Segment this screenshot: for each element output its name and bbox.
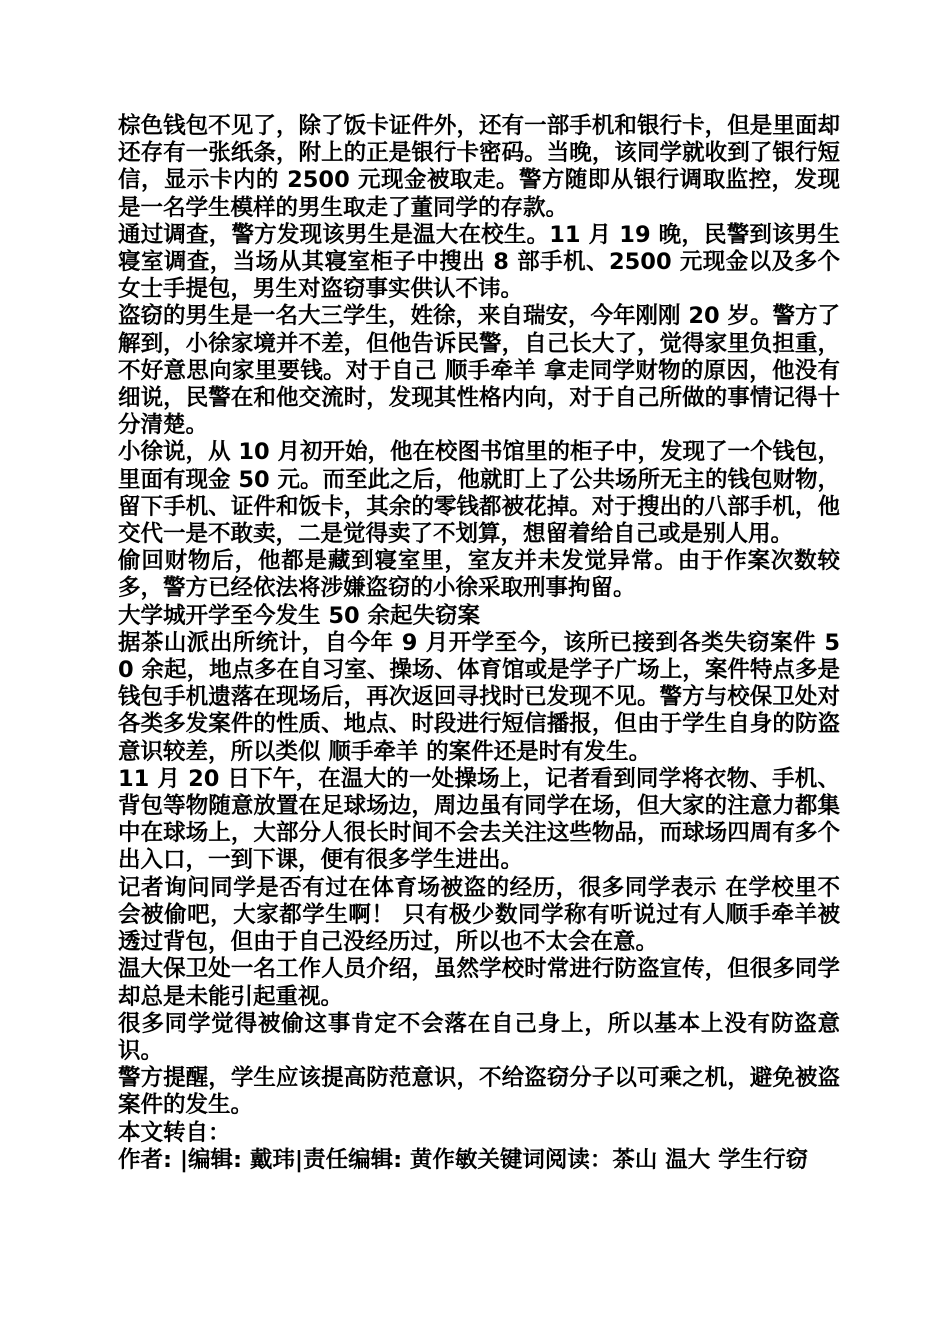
paragraph-student-attitude: 很多同学觉得被偷这事肯定不会落在自己身上，所以基本上没有防盗意识。: [118, 1010, 840, 1064]
paragraph-wallet-intro: 棕色钱包不见了，除了饭卡证件外，还有一部手机和银行卡，但是里面却还存有一张纸条，附上的正是银行卡密码。当晚，该同学就收到了银行短信，显示卡内的 2500 元现金被取走。警方随即从银行调取监控，发现是一名学生模样的男生取走了董同学的存款。: [118, 113, 840, 221]
paragraph-investigation: 通过调查，警方发现该男生是温大在校生。11 月 19 晚，民警到该男生寝室调查，当场从其寝室柜子中搜出 8 部手机、2500 元现金以及多个女士手提包，男生对盗窃事实供认不讳。: [118, 221, 840, 303]
source-line: 本文转自：: [118, 1119, 231, 1146]
paragraph-suspect-profile: 盗窃的男生是一名大三学生，姓徐，来自瑞安，今年刚刚 20 岁。警方了解到，小徐家境并不差，但他告诉民警，自己长大了，觉得家里负担重，不好意思向家里要钱。对于自己 顺手牵羊 拿走同学财物的原因，他没有细说，民警在和他交流时，发现其性格内向，对于自己所做的事情记得十分清楚。: [118, 303, 840, 439]
paragraph-security-office: 温大保卫处一名工作人员介绍，虽然学校时常进行防盗宣传，但很多同学却总是未能引起重视。: [118, 956, 840, 1010]
document-body: [118, 113, 840, 1174]
paragraph-reporter-scene: 11 月 20 日下午，在温大的一处操场上，记者看到同学将衣物、手机、背包等物随意放置在足球场边，周边虽有同学在场，但大家的注意力都集中在球场上，大部分人很长时间不会去关注这些物品，而球场四周有多个出入口，一到下课，便有很多学生进出。: [118, 765, 840, 874]
section-heading: 大学城开学至今发生 50 余起失窃案: [118, 602, 480, 629]
paragraph-police-statistics: 据茶山派出所统计，自今年 9 月开学至今，该所已接到各类失窃案件 50 余起，地点多在自习室、操场、体育馆或是学子广场上，案件特点多是钱包手机遗落在现场后，再次返回寻找时已发现不见。警方与校保卫处对各类多发案件的性质、地点、时段进行短信播报，但由于学生自身的防盗意识较差，所以类似 顺手牵羊 的案件还是时有发生。: [118, 629, 840, 765]
paragraph-police-reminder: 警方提醒，学生应该提高防范意识，不给盗窃分子以可乘之机，避免被盗案件的发生。: [118, 1065, 840, 1119]
paragraph-confession: 小徐说，从 10 月初开始，他在校图书馆里的柜子中，发现了一个钱包，里面有现金 50 元。而至此之后，他就盯上了公共场所无主的钱包财物，留下手机、证件和饭卡，其余的零钱都被花掉。对于搜出的八部手机，他交代一是不敢卖，二是觉得卖了不划算，想留着给自己或是别人用。: [118, 439, 840, 548]
paragraph-detention: 偷回财物后，他都是藏到寝室里，室友并未发觉异常。由于作案次数较多，警方已经依法将涉嫌盗窃的小徐采取刑事拘留。: [118, 548, 840, 602]
author-editor-line: 作者: |编辑: 戴玮|责任编辑: 黄作敏关键词阅读：茶山 温大 学生行窃: [118, 1146, 809, 1173]
paragraph-student-interviews: 记者询问同学是否有过在体育场被盗的经历，很多同学表示 在学校里不会被偷吧，大家都学生啊！ 只有极少数同学称有听说过有人顺手牵羊被透过背包，但由于自己没经历过，所以也不太会在意。: [118, 874, 840, 956]
